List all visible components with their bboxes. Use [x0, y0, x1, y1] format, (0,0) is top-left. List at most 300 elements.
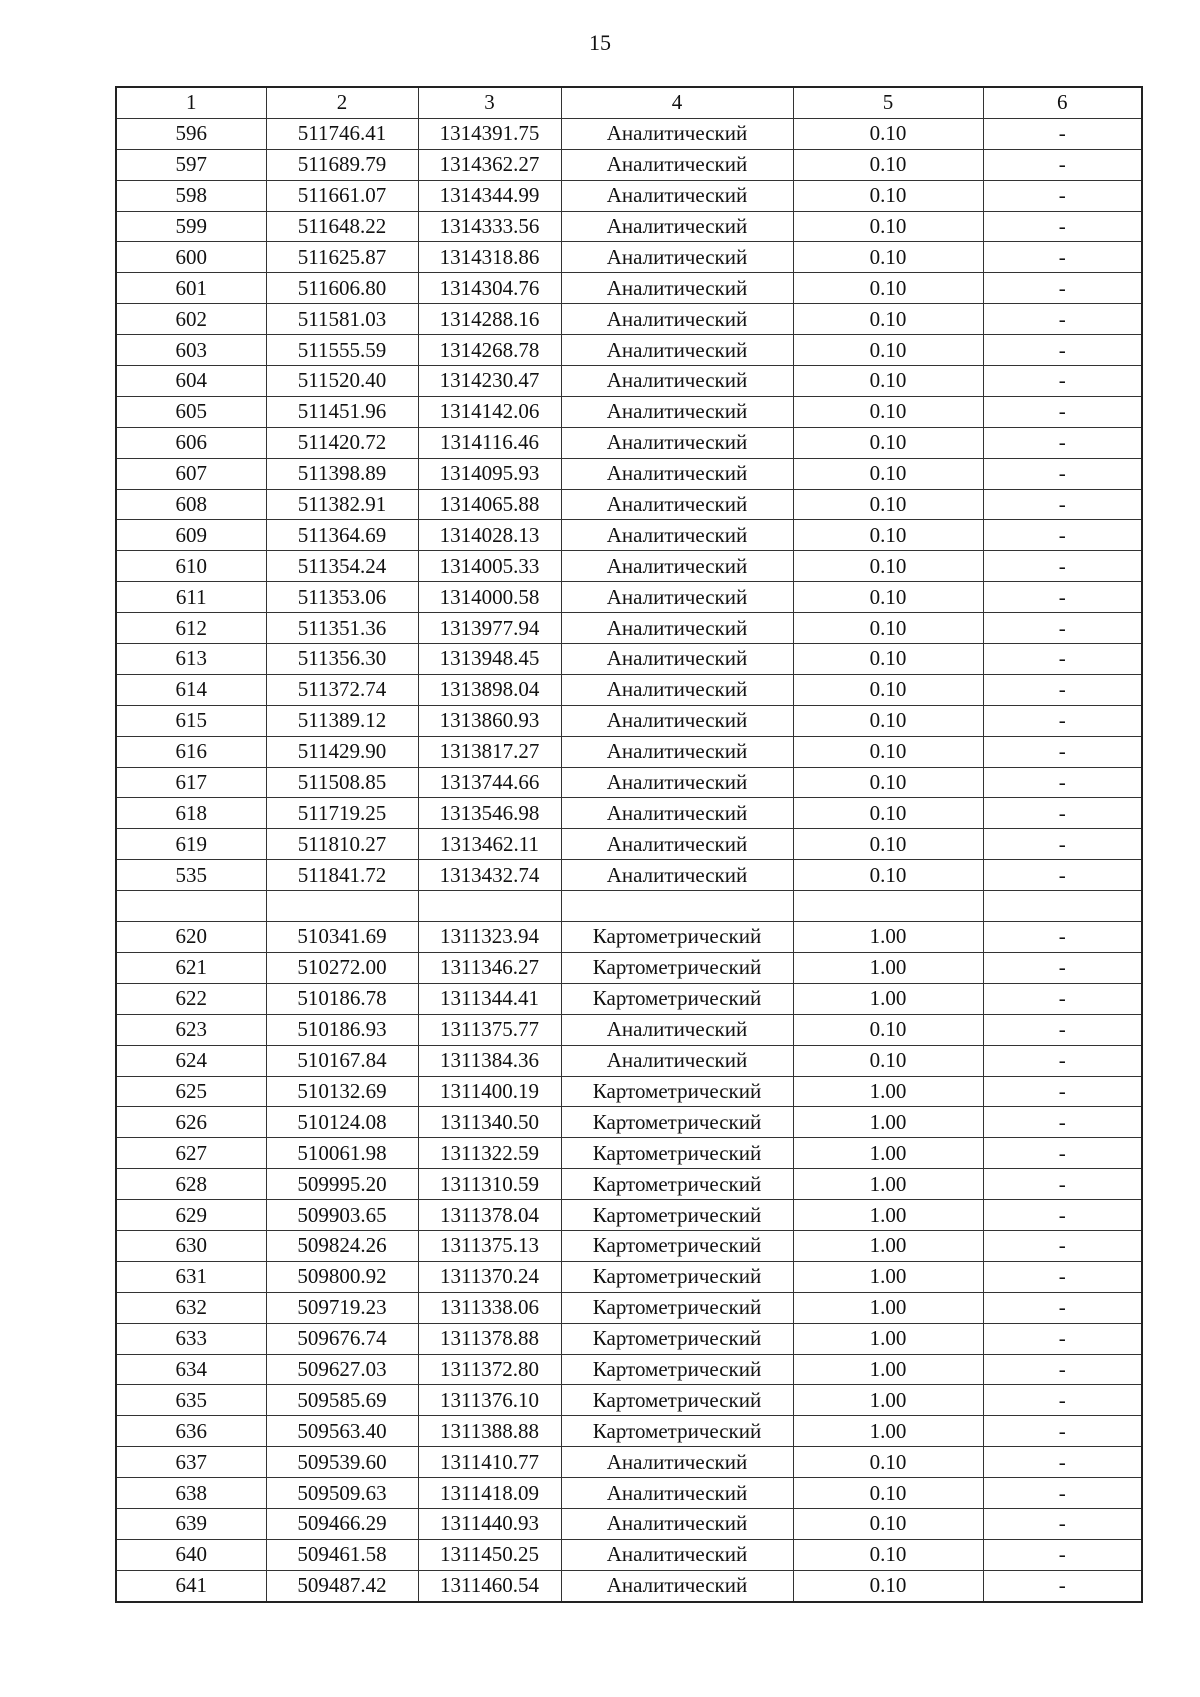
table-cell: 0.10 [793, 798, 983, 829]
table-cell: 1311378.04 [418, 1200, 561, 1231]
table-cell: Картометрический [561, 1292, 793, 1323]
table-cell: 608 [116, 489, 266, 520]
table-cell: Аналитический [561, 180, 793, 211]
table-cell: 1313432.74 [418, 860, 561, 891]
table-cell: - [983, 551, 1142, 582]
table-cell: 0.10 [793, 427, 983, 458]
table-cell [561, 891, 793, 922]
table-cell: 1313898.04 [418, 674, 561, 705]
table-cell: 600 [116, 242, 266, 273]
table-cell: 511364.69 [266, 520, 418, 551]
table-cell: - [983, 1200, 1142, 1231]
table-cell: Аналитический [561, 211, 793, 242]
table-cell: - [983, 1447, 1142, 1478]
table-cell: 615 [116, 705, 266, 736]
table-cell: 604 [116, 366, 266, 397]
table-cell: 1314268.78 [418, 335, 561, 366]
table-cell: 1311310.59 [418, 1169, 561, 1200]
table-row [116, 551, 1142, 582]
table-cell: 1313462.11 [418, 829, 561, 860]
table-row [116, 1354, 1142, 1385]
table-cell: 0.10 [793, 829, 983, 860]
table-row [116, 396, 1142, 427]
column-header: 3 [418, 87, 561, 118]
table-cell: - [983, 118, 1142, 149]
column-header: 1 [116, 87, 266, 118]
table-row [116, 366, 1142, 397]
table-cell: 0.10 [793, 520, 983, 551]
table-row [116, 644, 1142, 675]
table-row [116, 273, 1142, 304]
table-cell: 1311322.59 [418, 1138, 561, 1169]
table-cell: 1314333.56 [418, 211, 561, 242]
table-cell: 509995.20 [266, 1169, 418, 1200]
table-cell: 1314362.27 [418, 149, 561, 180]
table-cell: 611 [116, 582, 266, 613]
table-cell: - [983, 489, 1142, 520]
table-cell: - [983, 520, 1142, 551]
table-row [116, 211, 1142, 242]
table-cell: Аналитический [561, 1508, 793, 1539]
table-cell: - [983, 767, 1142, 798]
table-cell: Аналитический [561, 705, 793, 736]
table-row [116, 829, 1142, 860]
table-cell: 0.10 [793, 1478, 983, 1509]
table-cell: 640 [116, 1539, 266, 1570]
table-row [116, 1230, 1142, 1261]
table-cell: - [983, 1416, 1142, 1447]
table-cell: 511451.96 [266, 396, 418, 427]
table-cell: Аналитический [561, 304, 793, 335]
table-cell: 0.10 [793, 366, 983, 397]
table-cell: 1311450.25 [418, 1539, 561, 1570]
table-cell: 1.00 [793, 922, 983, 953]
table-row [116, 1292, 1142, 1323]
table-cell: Аналитический [561, 273, 793, 304]
table-row [116, 427, 1142, 458]
table-cell: 1311400.19 [418, 1076, 561, 1107]
table-cell: 1314304.76 [418, 273, 561, 304]
table-cell: Картометрический [561, 1230, 793, 1261]
table-cell: Картометрический [561, 1169, 793, 1200]
table-cell: Аналитический [561, 1014, 793, 1045]
table-row [116, 1014, 1142, 1045]
table-cell: 622 [116, 983, 266, 1014]
table-cell: 614 [116, 674, 266, 705]
table-cell: 619 [116, 829, 266, 860]
table-cell: 510132.69 [266, 1076, 418, 1107]
table-cell: - [983, 458, 1142, 489]
table-cell: 638 [116, 1478, 266, 1509]
table-cell: 511661.07 [266, 180, 418, 211]
table-cell: Аналитический [561, 489, 793, 520]
table-row [116, 922, 1142, 953]
table-cell: 1.00 [793, 983, 983, 1014]
table-cell: 1311388.88 [418, 1416, 561, 1447]
table-cell: 628 [116, 1169, 266, 1200]
table-cell: - [983, 705, 1142, 736]
table-cell: 610 [116, 551, 266, 582]
table-cell: Аналитический [561, 736, 793, 767]
table-cell: 641 [116, 1570, 266, 1601]
table-cell: Аналитический [561, 1539, 793, 1570]
table-cell [418, 891, 561, 922]
table-row [116, 952, 1142, 983]
table-row [116, 767, 1142, 798]
table-cell: 599 [116, 211, 266, 242]
table-cell: 635 [116, 1385, 266, 1416]
table-cell: 509466.29 [266, 1508, 418, 1539]
table-cell: 511389.12 [266, 705, 418, 736]
table-cell: 511555.59 [266, 335, 418, 366]
table-row [116, 118, 1142, 149]
table-cell: 1313860.93 [418, 705, 561, 736]
table-cell: 511420.72 [266, 427, 418, 458]
table-cell: - [983, 1169, 1142, 1200]
table-cell: 0.10 [793, 335, 983, 366]
table-cell: 609 [116, 520, 266, 551]
table-row [116, 860, 1142, 891]
table-cell: Аналитический [561, 613, 793, 644]
table-cell: Картометрический [561, 922, 793, 953]
table-cell: - [983, 1508, 1142, 1539]
table-cell: 603 [116, 335, 266, 366]
table-cell: 1.00 [793, 1138, 983, 1169]
table-cell: 637 [116, 1447, 266, 1478]
table-row [116, 1447, 1142, 1478]
table-row [116, 520, 1142, 551]
table-cell: - [983, 983, 1142, 1014]
table-cell: 621 [116, 952, 266, 983]
table-cell: 639 [116, 1508, 266, 1539]
table-cell: Аналитический [561, 242, 793, 273]
table-cell: - [983, 582, 1142, 613]
table-row [116, 891, 1142, 922]
table-cell: 598 [116, 180, 266, 211]
table-cell: 629 [116, 1200, 266, 1231]
table-cell: 0.10 [793, 489, 983, 520]
table-row [116, 705, 1142, 736]
table-cell: 510167.84 [266, 1045, 418, 1076]
table-cell: 1.00 [793, 1292, 983, 1323]
table-cell: 625 [116, 1076, 266, 1107]
table-row [116, 798, 1142, 829]
coordinates-table [115, 86, 1143, 1603]
table-cell: 509461.58 [266, 1539, 418, 1570]
table-cell: 510341.69 [266, 922, 418, 953]
table-cell [793, 891, 983, 922]
table-cell: 617 [116, 767, 266, 798]
table-cell: - [983, 1014, 1142, 1045]
table-cell: 509585.69 [266, 1385, 418, 1416]
table-cell: Аналитический [561, 1478, 793, 1509]
table-cell: 623 [116, 1014, 266, 1045]
table-cell: 627 [116, 1138, 266, 1169]
table-cell: Аналитический [561, 118, 793, 149]
table-cell: 616 [116, 736, 266, 767]
table-cell: 0.10 [793, 736, 983, 767]
table-cell: 509719.23 [266, 1292, 418, 1323]
table-cell: - [983, 1138, 1142, 1169]
table-cell: Картометрический [561, 1385, 793, 1416]
table-row [116, 1570, 1142, 1601]
table-cell: 1313546.98 [418, 798, 561, 829]
table-cell: 1311375.13 [418, 1230, 561, 1261]
table-cell: 0.10 [793, 1539, 983, 1570]
table-cell: 606 [116, 427, 266, 458]
table-row [116, 304, 1142, 335]
table-cell: 634 [116, 1354, 266, 1385]
table-cell: 620 [116, 922, 266, 953]
table-cell: Картометрический [561, 952, 793, 983]
table-cell: 1.00 [793, 1385, 983, 1416]
table-cell: 1311460.54 [418, 1570, 561, 1601]
table-cell: 1314230.47 [418, 366, 561, 397]
table-cell: - [983, 736, 1142, 767]
table-cell: Картометрический [561, 983, 793, 1014]
table-cell: 0.10 [793, 582, 983, 613]
table-cell: 1311346.27 [418, 952, 561, 983]
table-cell: 0.10 [793, 613, 983, 644]
table-cell: 1314095.93 [418, 458, 561, 489]
table-cell: - [983, 1539, 1142, 1570]
table-row [116, 489, 1142, 520]
table-cell: 1311384.36 [418, 1045, 561, 1076]
table-cell: 511398.89 [266, 458, 418, 489]
table-cell: - [983, 396, 1142, 427]
table-row [116, 1508, 1142, 1539]
table-cell: 511356.30 [266, 644, 418, 675]
table-cell: - [983, 1076, 1142, 1107]
table-row [116, 674, 1142, 705]
table-cell: - [983, 366, 1142, 397]
table-cell: 0.10 [793, 551, 983, 582]
table-cell: 596 [116, 118, 266, 149]
table-cell: - [983, 798, 1142, 829]
column-header: 6 [983, 87, 1142, 118]
table-cell: - [983, 1261, 1142, 1292]
table-row [116, 1200, 1142, 1231]
table-cell: 509539.60 [266, 1447, 418, 1478]
table-cell: - [983, 427, 1142, 458]
table-cell: 510061.98 [266, 1138, 418, 1169]
table-cell: - [983, 922, 1142, 953]
table-cell: Аналитический [561, 582, 793, 613]
table-cell: 1314288.16 [418, 304, 561, 335]
table-cell: Аналитический [561, 860, 793, 891]
table-cell: Картометрический [561, 1354, 793, 1385]
table-cell: 535 [116, 860, 266, 891]
table-cell: 1.00 [793, 952, 983, 983]
table-cell: 1313948.45 [418, 644, 561, 675]
table-cell: 509509.63 [266, 1478, 418, 1509]
table-row [116, 1478, 1142, 1509]
table-cell: 1311440.93 [418, 1508, 561, 1539]
table-cell: Аналитический [561, 335, 793, 366]
table-cell: 511625.87 [266, 242, 418, 273]
table-cell: 624 [116, 1045, 266, 1076]
table-cell: 509824.26 [266, 1230, 418, 1261]
table-cell: 0.10 [793, 767, 983, 798]
table-cell: 511520.40 [266, 366, 418, 397]
table-cell: - [983, 211, 1142, 242]
table-cell: - [983, 304, 1142, 335]
table-cell: 1314005.33 [418, 551, 561, 582]
table-cell: 613 [116, 644, 266, 675]
table-cell: 510186.78 [266, 983, 418, 1014]
table-row [116, 1138, 1142, 1169]
table-cell: - [983, 952, 1142, 983]
table-cell: Аналитический [561, 396, 793, 427]
table-cell: - [983, 1385, 1142, 1416]
table-cell: Аналитический [561, 1447, 793, 1478]
table-cell: - [983, 149, 1142, 180]
table-cell: - [983, 674, 1142, 705]
table-row [116, 983, 1142, 1014]
table-cell: 1.00 [793, 1261, 983, 1292]
table-cell: 1.00 [793, 1354, 983, 1385]
page-number: 15 [589, 30, 611, 55]
table-cell: 0.10 [793, 644, 983, 675]
table-cell: 510272.00 [266, 952, 418, 983]
table-cell [266, 891, 418, 922]
table-cell: Картометрический [561, 1416, 793, 1447]
table-row [116, 1261, 1142, 1292]
table-cell: - [983, 335, 1142, 366]
table-cell: 1.00 [793, 1230, 983, 1261]
table-cell: 511841.72 [266, 860, 418, 891]
table-cell: - [983, 1570, 1142, 1601]
table-cell: 1314344.99 [418, 180, 561, 211]
table-cell: - [983, 860, 1142, 891]
table-cell: 1314318.86 [418, 242, 561, 273]
table-cell: - [983, 1478, 1142, 1509]
table-cell: 632 [116, 1292, 266, 1323]
table-cell: - [983, 644, 1142, 675]
table-cell: 1.00 [793, 1323, 983, 1354]
table-cell: 1314065.88 [418, 489, 561, 520]
table-cell: Картометрический [561, 1076, 793, 1107]
table-cell: 511351.36 [266, 613, 418, 644]
table-cell: Аналитический [561, 674, 793, 705]
table-cell: Аналитический [561, 427, 793, 458]
table-cell: 511746.41 [266, 118, 418, 149]
table-cell: 1314000.58 [418, 582, 561, 613]
table-cell: 511689.79 [266, 149, 418, 180]
table-cell: Картометрический [561, 1261, 793, 1292]
table-cell: 633 [116, 1323, 266, 1354]
table-cell: 597 [116, 149, 266, 180]
table-row [116, 1323, 1142, 1354]
table-row [116, 149, 1142, 180]
table-cell: 511810.27 [266, 829, 418, 860]
table-cell: Аналитический [561, 1045, 793, 1076]
table-cell: 509487.42 [266, 1570, 418, 1601]
table-cell: 511719.25 [266, 798, 418, 829]
table-cell: 1.00 [793, 1169, 983, 1200]
table-cell: - [983, 242, 1142, 273]
table-cell: 626 [116, 1107, 266, 1138]
table-cell: 1.00 [793, 1107, 983, 1138]
table-cell: 631 [116, 1261, 266, 1292]
table-cell: 1314391.75 [418, 118, 561, 149]
table-cell: 1311323.94 [418, 922, 561, 953]
table-cell: 630 [116, 1230, 266, 1261]
table-cell: 0.10 [793, 1570, 983, 1601]
table-row [116, 613, 1142, 644]
table-cell: Аналитический [561, 1570, 793, 1601]
table-cell: 1.00 [793, 1200, 983, 1231]
table-cell: 511606.80 [266, 273, 418, 304]
table-cell: 0.10 [793, 674, 983, 705]
table-row [116, 458, 1142, 489]
table-row [116, 736, 1142, 767]
table-cell: 0.10 [793, 118, 983, 149]
table-cell: - [983, 613, 1142, 644]
table-cell: Аналитический [561, 458, 793, 489]
table-cell: 1311375.77 [418, 1014, 561, 1045]
table-cell: 1311372.80 [418, 1354, 561, 1385]
table-cell: 1311370.24 [418, 1261, 561, 1292]
table-row [116, 1169, 1142, 1200]
table-row [116, 1416, 1142, 1447]
table-body [116, 118, 1142, 1601]
table-cell: - [983, 273, 1142, 304]
table-cell: 1311338.06 [418, 1292, 561, 1323]
table-row [116, 582, 1142, 613]
table-cell: 1314142.06 [418, 396, 561, 427]
table-cell [116, 891, 266, 922]
table-cell: 511508.85 [266, 767, 418, 798]
table-row [116, 1045, 1142, 1076]
table-cell: 0.10 [793, 1045, 983, 1076]
column-header: 4 [561, 87, 793, 118]
table-cell: 509676.74 [266, 1323, 418, 1354]
table-cell: 607 [116, 458, 266, 489]
table-cell: 0.10 [793, 273, 983, 304]
table-cell: Аналитический [561, 767, 793, 798]
table-cell: 0.10 [793, 211, 983, 242]
table-cell: 0.10 [793, 396, 983, 427]
column-header: 5 [793, 87, 983, 118]
table-header-row [116, 87, 1142, 118]
table-cell: Аналитический [561, 520, 793, 551]
table-row [116, 1107, 1142, 1138]
table-cell: Аналитический [561, 829, 793, 860]
table-cell: 511372.74 [266, 674, 418, 705]
table-row [116, 242, 1142, 273]
table-cell: 510186.93 [266, 1014, 418, 1045]
table-cell: 1.00 [793, 1416, 983, 1447]
table-cell: 1313817.27 [418, 736, 561, 767]
table-cell: 0.10 [793, 149, 983, 180]
table-cell: 1311340.50 [418, 1107, 561, 1138]
table-cell: 1.00 [793, 1076, 983, 1107]
table-row [116, 1539, 1142, 1570]
table-cell: 1311410.77 [418, 1447, 561, 1478]
table-cell: 0.10 [793, 180, 983, 211]
table-cell: - [983, 1354, 1142, 1385]
table-cell: 0.10 [793, 705, 983, 736]
table-cell: 636 [116, 1416, 266, 1447]
table-cell: - [983, 1323, 1142, 1354]
table-cell: - [983, 1230, 1142, 1261]
table-cell: Картометрический [561, 1107, 793, 1138]
table-cell: 0.10 [793, 1508, 983, 1539]
table-cell: 1311376.10 [418, 1385, 561, 1416]
table-cell: 0.10 [793, 1014, 983, 1045]
table-cell: 509903.65 [266, 1200, 418, 1231]
